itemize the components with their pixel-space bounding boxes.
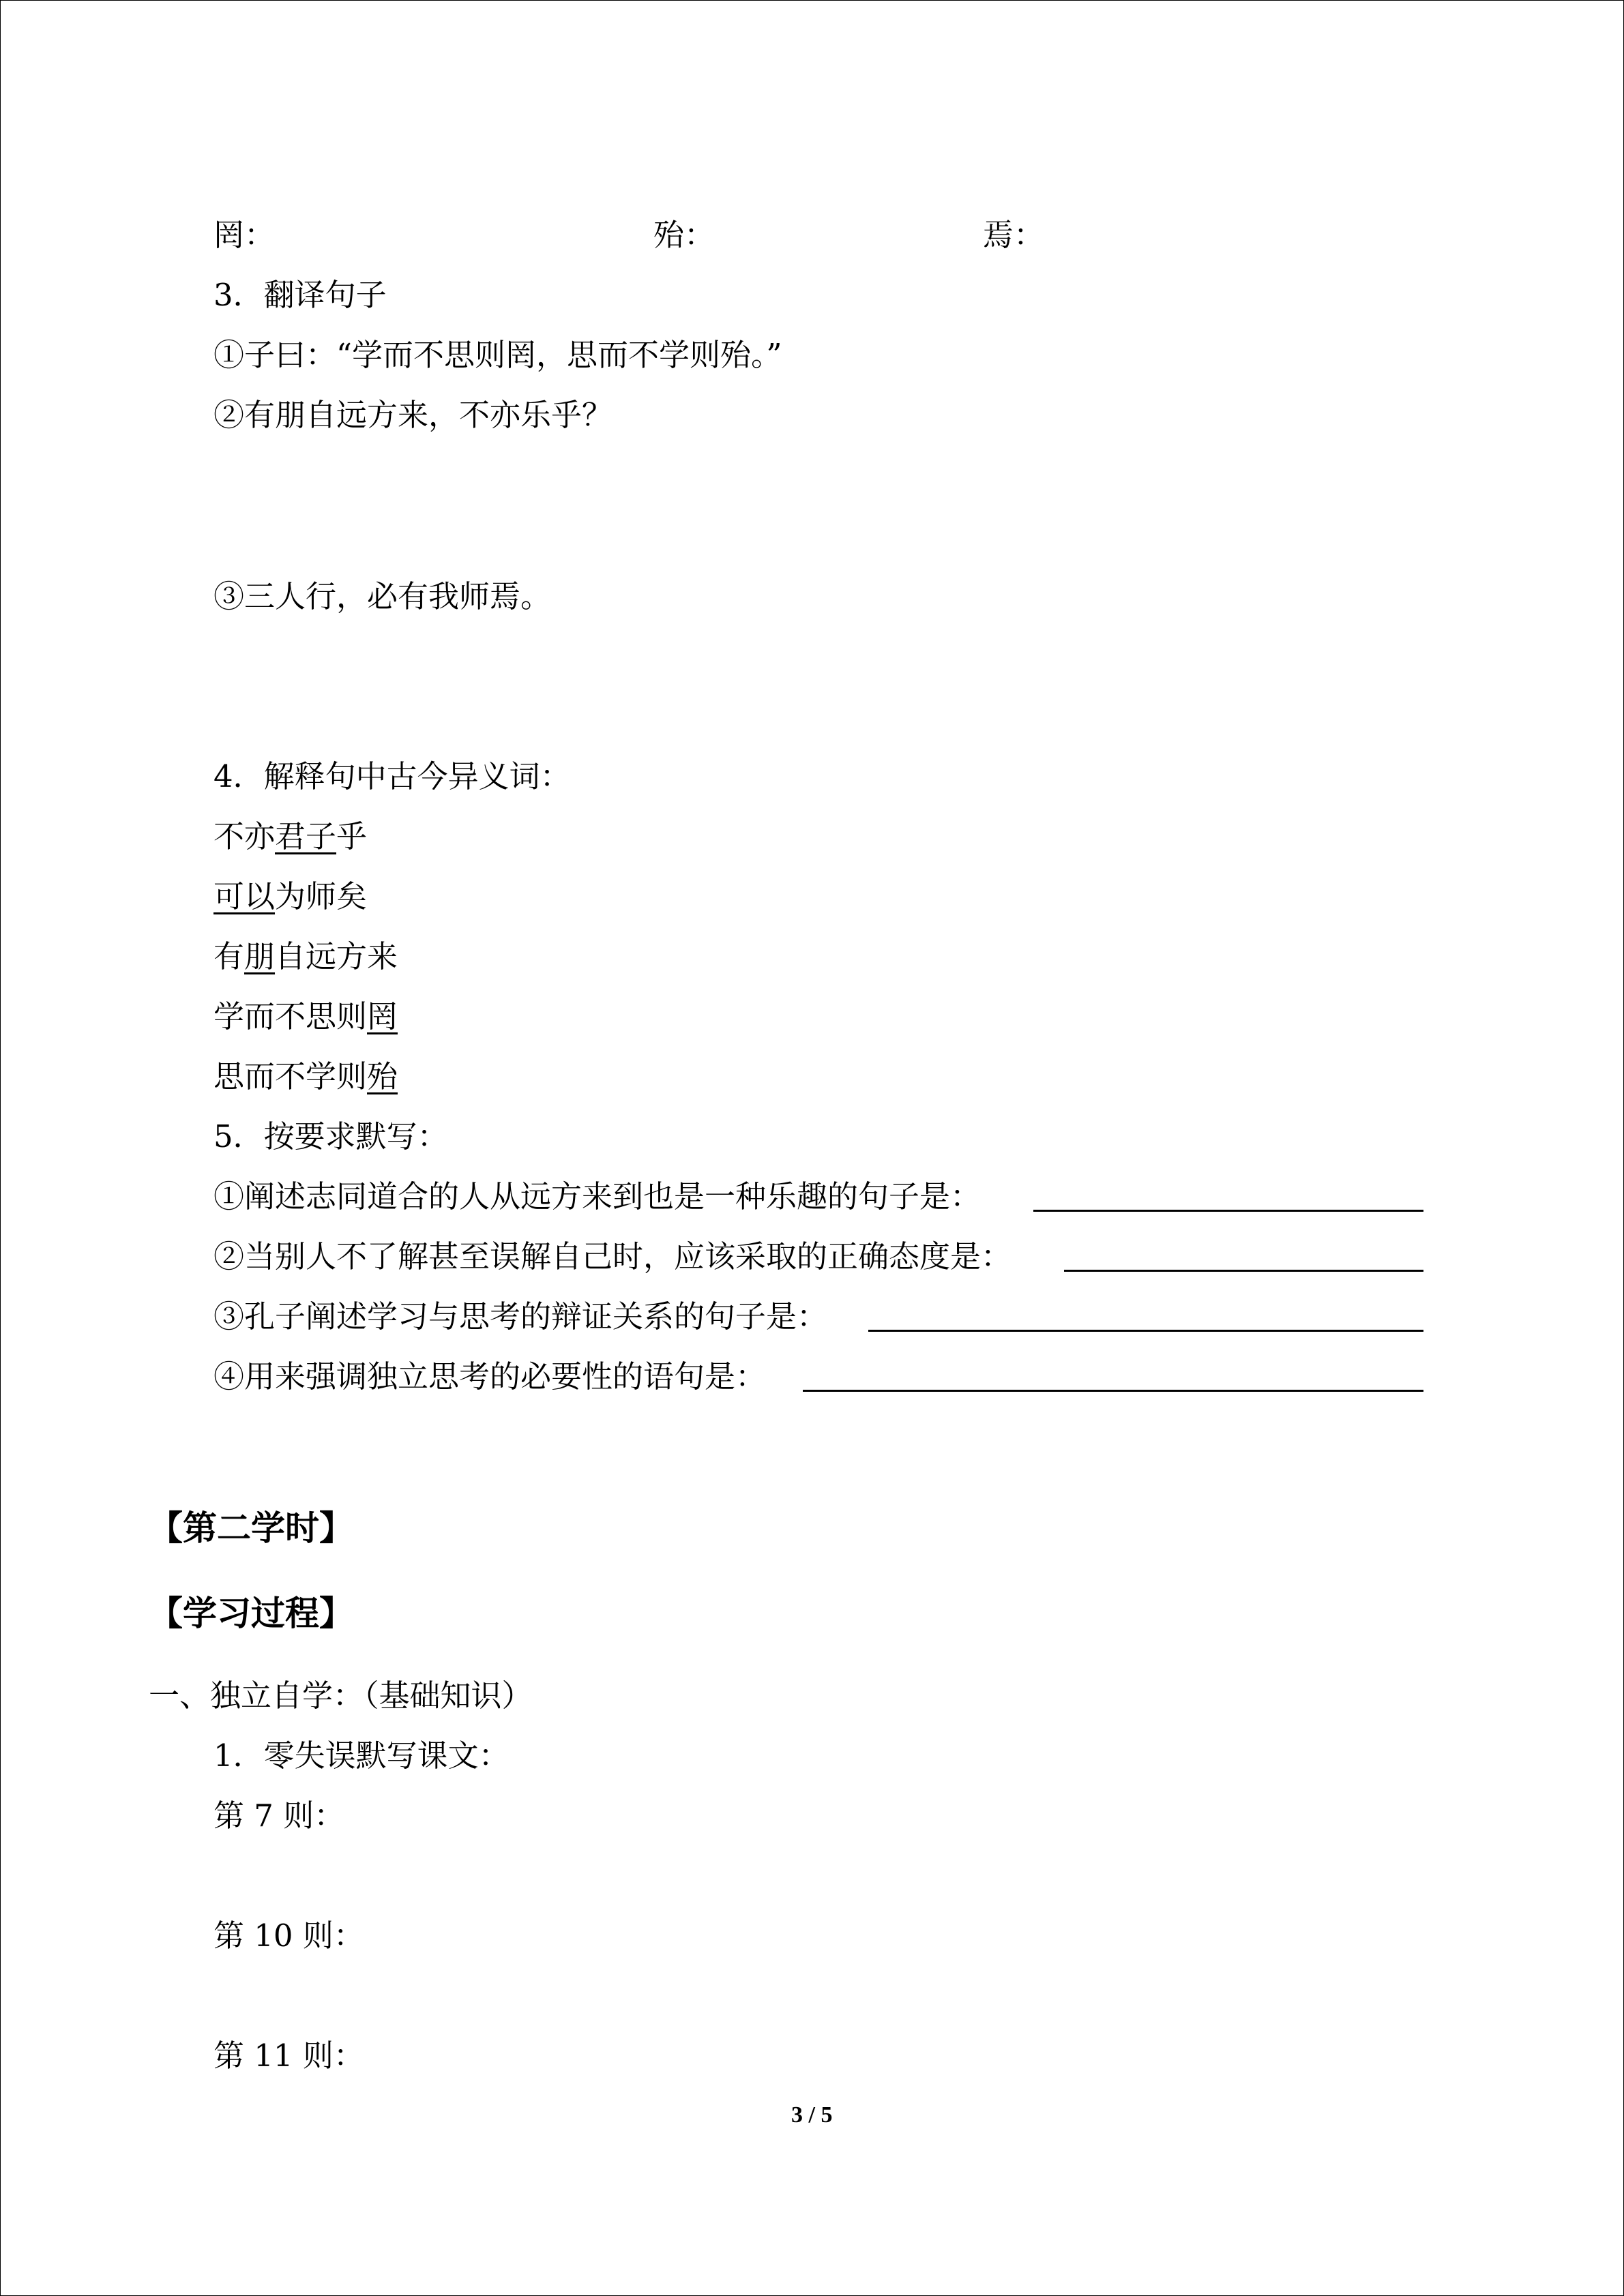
dictation-entry: 第 7 则：	[213, 1798, 345, 1834]
vocab-wang: 罔：	[213, 217, 276, 253]
q4-item	[213, 818, 367, 856]
q4-item-keyword: 君子	[275, 818, 337, 854]
q3-title: 3．翻译句子	[213, 277, 387, 313]
q4-item-keyword: 可以	[213, 878, 276, 914]
q5-prompt-4: ④用来强调独立思考的必要性的语句是：	[213, 1358, 767, 1395]
heading-learning-process: 【学习过程】	[149, 1594, 353, 1633]
q4-item-keyword: 罔	[367, 998, 398, 1034]
page-number: 3 / 5	[791, 2102, 833, 2128]
q3-sentence-3: ③三人行，必有我师焉。	[213, 578, 552, 614]
q4-item-text: 不亦	[213, 818, 276, 854]
vocab-yan: 焉：	[983, 217, 1045, 253]
q4-item	[213, 938, 398, 976]
q5-prompt-3: ③孔子阐述学习与思考的辩证关系的句子是：	[213, 1298, 828, 1335]
q4-item-keyword: 殆	[367, 1058, 398, 1094]
q5-prompt-2: ②当别人不了解甚至误解自己时，应该采取的正确态度是：	[213, 1238, 1012, 1274]
answer-blank[interactable]	[803, 1390, 1423, 1392]
q4-item	[213, 1058, 398, 1096]
q4-title: 4．解释句中古今异义词：	[213, 758, 571, 794]
answer-blank[interactable]	[1033, 1210, 1423, 1212]
q4-item-text: 学而不思则	[213, 998, 368, 1034]
dictation-entry: 第 11 则：	[213, 2038, 364, 2074]
q4-item-text: 乎	[336, 818, 368, 854]
section-1-item-1: 1．零失误默写课文：	[213, 1738, 510, 1774]
dictation-entry: 第 10 则：	[213, 1918, 364, 1954]
q3-sentence-2: ②有朋自远方来，不亦乐乎？	[213, 397, 613, 433]
vocab-dai: 殆：	[653, 217, 715, 253]
q4-item-text: 为师矣	[275, 878, 368, 914]
q4-item-keyword: 朋	[244, 938, 276, 974]
q4-item	[213, 998, 398, 1036]
q4-item-text: 自远方来	[275, 938, 398, 974]
section-1-title: 一、独立自学：（基础知识）	[149, 1678, 533, 1714]
q5-title: 5．按要求默写：	[213, 1118, 448, 1154]
heading-second-period: 【第二学时】	[149, 1508, 353, 1548]
q5-prompt-1: ①阐述志同道合的人从远方来到也是一种乐趣的句子是：	[213, 1178, 981, 1214]
q4-item-text: 思而不学则	[213, 1058, 368, 1094]
q4-item-text: 有	[213, 938, 245, 974]
answer-blank[interactable]	[1064, 1270, 1423, 1272]
q4-item	[213, 878, 367, 916]
answer-blank[interactable]	[868, 1330, 1423, 1332]
q3-sentence-1: ①子曰：“学而不思则罔，思而不学则殆。”	[213, 337, 782, 373]
